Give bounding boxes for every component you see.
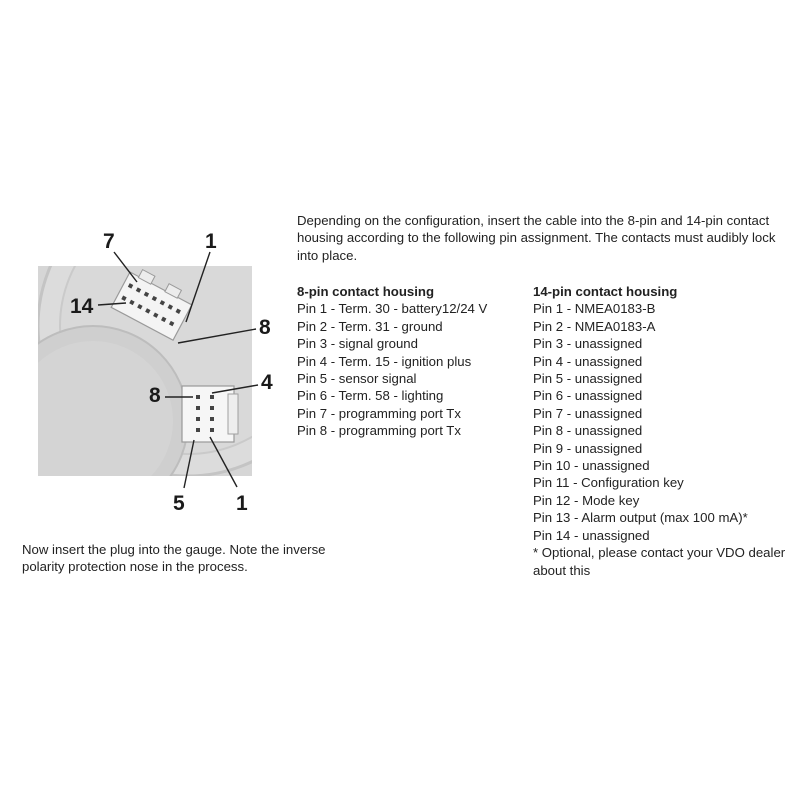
pin8-list [297,300,527,439]
pin-hole [210,428,214,432]
pin-row: Pin 10 - unassigned [533,458,650,474]
pin-row: Pin 11 - Configuration key [533,475,684,491]
callout-1-bottom: 1 [236,492,248,515]
pin8-heading: 8-pin contact housing [297,284,435,299]
note-paragraph: Now insert the plug into the gauge. Note the inverse polarity protection nose in the process. [22,542,326,575]
callout-8-right: 8 [259,316,271,339]
pin-row: Pin 8 - programming port Tx [297,423,461,439]
pin-row: Pin 13 - Alarm output (max 100 mA)* [533,510,748,526]
pin-hole [196,395,200,399]
pin-row: Pin 8 - unassigned [533,423,643,439]
pin-hole [210,395,214,399]
callout-8-mid: 8 [149,384,161,407]
pin-hole [210,406,214,410]
pin-row: Pin 4 - Term. 15 - ignition plus [297,353,472,369]
pin-row: Pin 6 - Term. 58 - lighting [297,388,444,404]
callout-1-top: 1 [205,230,217,253]
callout-4: 4 [261,371,273,394]
pin14-footnote: * Optional, please contact your VDO dealer about this [533,545,786,578]
pin-row: Pin 7 - programming port Tx [297,405,461,421]
pin-row: Pin 7 - unassigned [533,405,643,421]
pin-row: Pin 5 - sensor signal [297,371,417,387]
pin14-section [533,283,793,579]
pin-row: Pin 14 - unassigned [533,527,650,543]
pin-row: Pin 1 - Term. 30 - battery12/24 V [297,301,488,317]
pin14-heading: 14-pin contact housing [533,284,678,299]
pin-hole [196,406,200,410]
callout-5: 5 [173,492,185,515]
pin-hole [210,417,214,421]
pin8-section [297,283,527,440]
pin14-list [533,300,793,544]
pin-row: Pin 5 - unassigned [533,371,643,387]
callout-14: 14 [70,295,94,318]
housing-8-pin [182,386,238,442]
pin-row: Pin 1 - NMEA0183-B [533,301,656,317]
callout-7: 7 [103,230,115,253]
pin-row: Pin 9 - unassigned [533,440,643,456]
pin-row: Pin 2 - Term. 31 - ground [297,318,443,334]
pin-row: Pin 6 - unassigned [533,388,643,404]
pin-row: Pin 3 - unassigned [533,336,643,352]
pin-row: Pin 3 - signal ground [297,336,418,352]
pin-row: Pin 2 - NMEA0183-A [533,318,656,334]
pin-row: Pin 12 - Mode key [533,492,640,508]
pin-hole [196,428,200,432]
pin-hole [196,417,200,421]
pin-row: Pin 4 - unassigned [533,353,643,369]
intro-paragraph: Depending on the configuration, insert the cable into the 8-pin and 14-pin contact housing according to the following pin assignment. The contacts must audibly lock into place. [297,213,776,263]
